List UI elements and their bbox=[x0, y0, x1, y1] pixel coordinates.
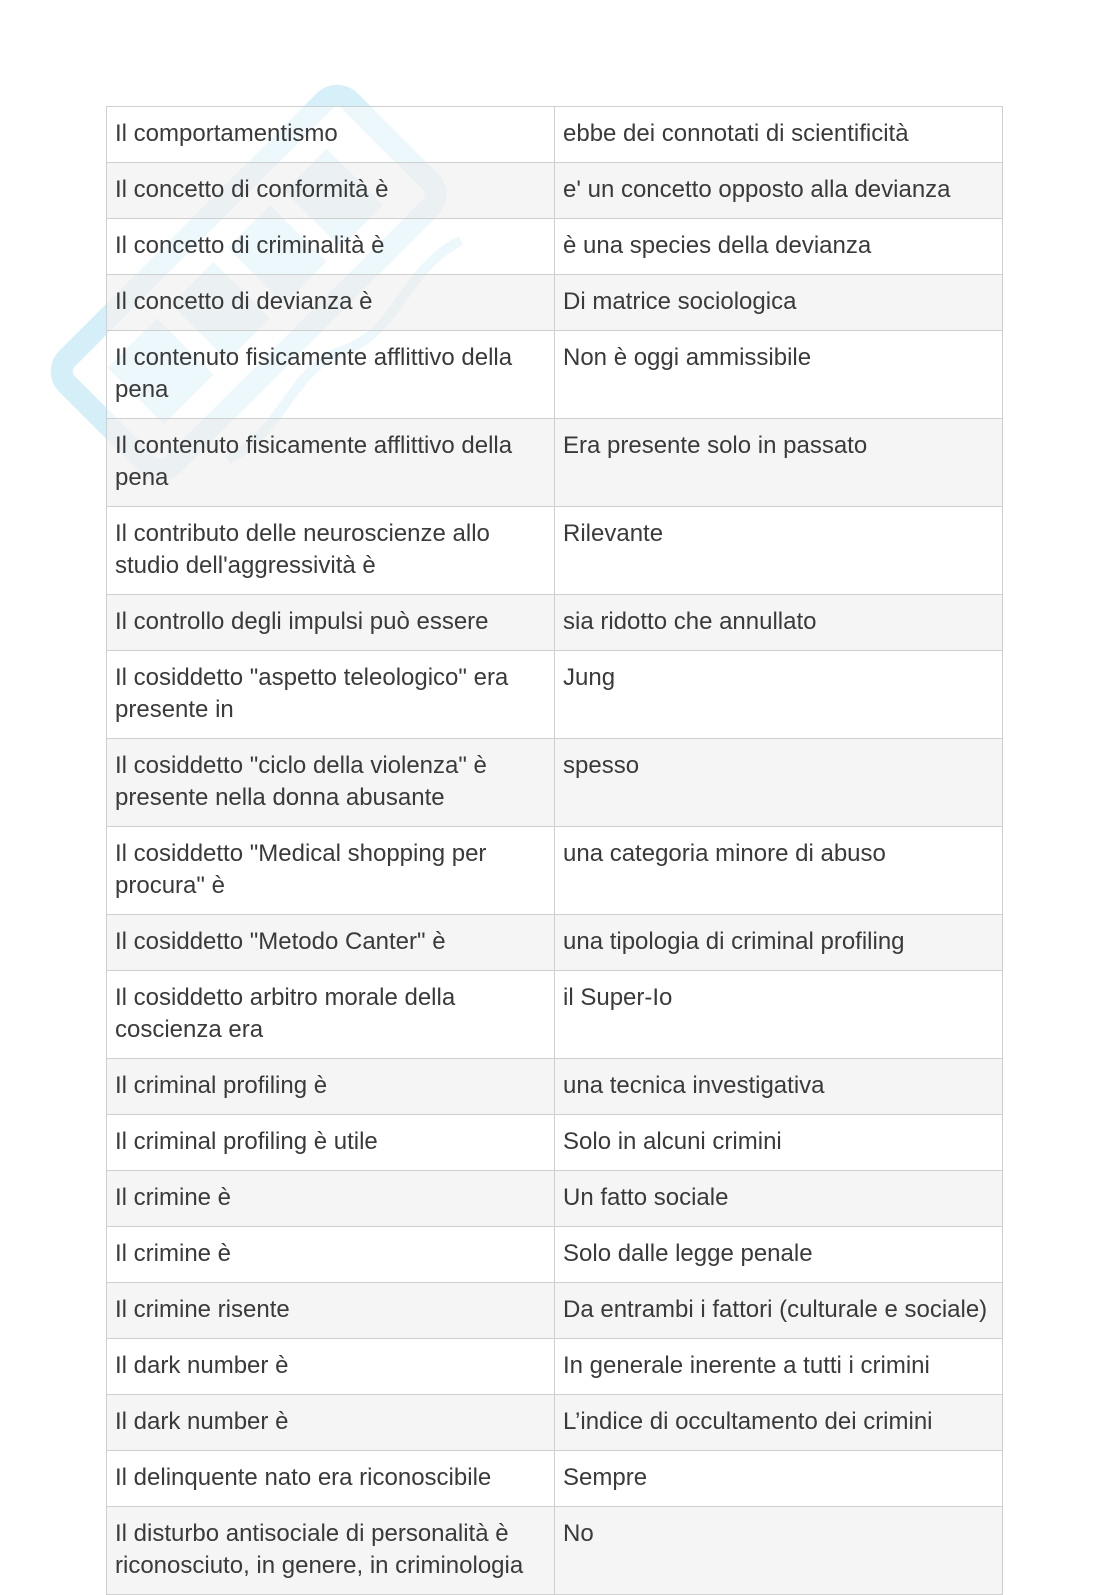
answer-cell: è una species della devianza bbox=[555, 219, 1003, 275]
table-row bbox=[107, 163, 1003, 219]
table-row bbox=[107, 331, 1003, 419]
question-cell: Il cosiddetto arbitro morale della coscienza era bbox=[107, 971, 555, 1059]
table-row bbox=[107, 1507, 1003, 1595]
table-row bbox=[107, 1115, 1003, 1171]
answer-cell: Da entrambi i fattori (culturale e sociale) bbox=[555, 1283, 1003, 1339]
table-row bbox=[107, 275, 1003, 331]
table-row bbox=[107, 595, 1003, 651]
table-row bbox=[107, 739, 1003, 827]
table-row bbox=[107, 219, 1003, 275]
table-row bbox=[107, 507, 1003, 595]
table-row bbox=[107, 1395, 1003, 1451]
qa-table-body bbox=[107, 107, 1003, 1595]
question-cell: Il cosiddetto "Medical shopping per procura" è bbox=[107, 827, 555, 915]
question-cell: Il crimine è bbox=[107, 1227, 555, 1283]
question-cell: Il cosiddetto "ciclo della violenza" è presente nella donna abusante bbox=[107, 739, 555, 827]
question-cell: Il contenuto fisicamente afflittivo della pena bbox=[107, 419, 555, 507]
answer-cell: spesso bbox=[555, 739, 1003, 827]
answer-cell: Solo dalle legge penale bbox=[555, 1227, 1003, 1283]
question-cell: Il contenuto fisicamente afflittivo della pena bbox=[107, 331, 555, 419]
answer-cell: Jung bbox=[555, 651, 1003, 739]
qa-table bbox=[106, 106, 1003, 1595]
table-row bbox=[107, 1171, 1003, 1227]
answer-cell: il Super-Io bbox=[555, 971, 1003, 1059]
answer-cell: Un fatto sociale bbox=[555, 1171, 1003, 1227]
table-row bbox=[107, 971, 1003, 1059]
table-row bbox=[107, 1283, 1003, 1339]
answer-cell: ebbe dei connotati di scientificità bbox=[555, 107, 1003, 163]
question-cell: Il cosiddetto "Metodo Canter" è bbox=[107, 915, 555, 971]
table-row bbox=[107, 651, 1003, 739]
answer-cell: una tecnica investigativa bbox=[555, 1059, 1003, 1115]
question-cell: Il dark number è bbox=[107, 1395, 555, 1451]
answer-cell: Era presente solo in passato bbox=[555, 419, 1003, 507]
question-cell: Il controllo degli impulsi può essere bbox=[107, 595, 555, 651]
answer-cell: In generale inerente a tutti i crimini bbox=[555, 1339, 1003, 1395]
question-cell: Il disturbo antisociale di personalità è riconosciuto, in genere, in criminologia bbox=[107, 1507, 555, 1595]
question-cell: Il cosiddetto "aspetto teleologico" era presente in bbox=[107, 651, 555, 739]
question-cell: Il concetto di devianza è bbox=[107, 275, 555, 331]
table-row bbox=[107, 1339, 1003, 1395]
table-row bbox=[107, 419, 1003, 507]
answer-cell: L’indice di occultamento dei crimini bbox=[555, 1395, 1003, 1451]
question-cell: Il comportamentismo bbox=[107, 107, 555, 163]
table-row bbox=[107, 1227, 1003, 1283]
table-row bbox=[107, 827, 1003, 915]
question-cell: Il criminal profiling è utile bbox=[107, 1115, 555, 1171]
table-row bbox=[107, 915, 1003, 971]
table-row bbox=[107, 1451, 1003, 1507]
answer-cell: una tipologia di criminal profiling bbox=[555, 915, 1003, 971]
answer-cell: Di matrice sociologica bbox=[555, 275, 1003, 331]
table-row bbox=[107, 107, 1003, 163]
answer-cell: No bbox=[555, 1507, 1003, 1595]
question-cell: Il concetto di criminalità è bbox=[107, 219, 555, 275]
answer-cell: Rilevante bbox=[555, 507, 1003, 595]
answer-cell: Non è oggi ammissibile bbox=[555, 331, 1003, 419]
answer-cell: Solo in alcuni crimini bbox=[555, 1115, 1003, 1171]
question-cell: Il crimine è bbox=[107, 1171, 555, 1227]
question-cell: Il dark number è bbox=[107, 1339, 555, 1395]
question-cell: Il crimine risente bbox=[107, 1283, 555, 1339]
answer-cell: e' un concetto opposto alla devianza bbox=[555, 163, 1003, 219]
answer-cell: una categoria minore di abuso bbox=[555, 827, 1003, 915]
table-row bbox=[107, 1059, 1003, 1115]
answer-cell: sia ridotto che annullato bbox=[555, 595, 1003, 651]
answer-cell: Sempre bbox=[555, 1451, 1003, 1507]
question-cell: Il delinquente nato era riconoscibile bbox=[107, 1451, 555, 1507]
question-cell: Il contributo delle neuroscienze allo studio dell'aggressività è bbox=[107, 507, 555, 595]
question-cell: Il concetto di conformità è bbox=[107, 163, 555, 219]
question-cell: Il criminal profiling è bbox=[107, 1059, 555, 1115]
